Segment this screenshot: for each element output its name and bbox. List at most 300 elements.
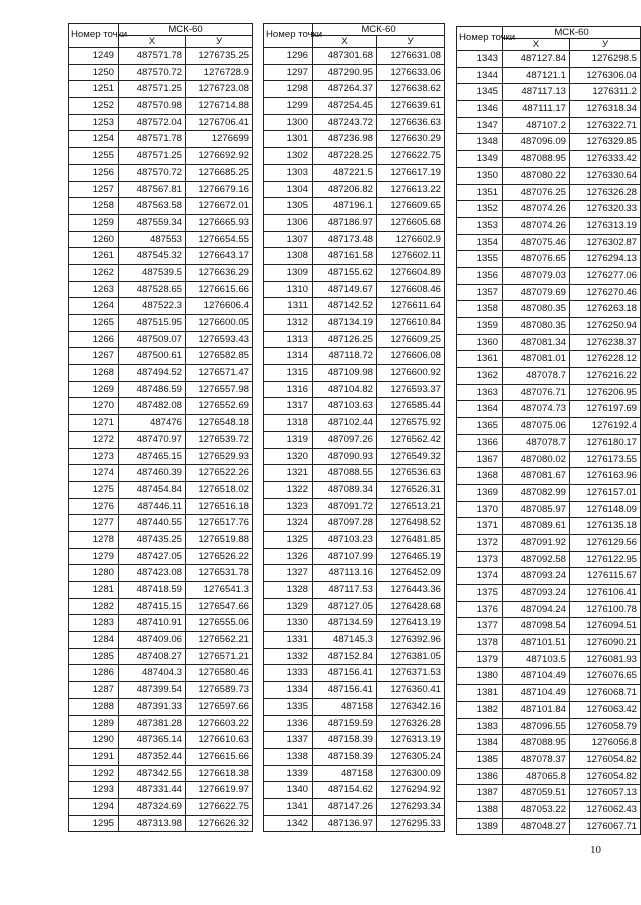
y-coordinate-cell: 1276606.08 — [377, 348, 445, 365]
y-coordinate-cell: 1276562.21 — [186, 632, 253, 649]
table-row — [69, 531, 253, 548]
table-row — [69, 648, 253, 665]
y-coordinate-cell: 1276322.71 — [570, 117, 641, 134]
y-coordinate-cell: 1276617.19 — [377, 164, 445, 181]
x-coordinate-cell: 487152.84 — [313, 648, 377, 665]
x-coordinate-cell: 487331.44 — [119, 782, 186, 799]
x-coordinate-cell: 487158 — [313, 765, 377, 782]
point-number-cell: 1306 — [264, 214, 313, 231]
x-coordinate-cell: 487243.72 — [313, 114, 377, 131]
table-row — [264, 715, 445, 732]
x-coordinate-cell: 487104.49 — [503, 685, 570, 702]
table-row — [69, 415, 253, 432]
point-number-cell: 1345 — [457, 84, 503, 101]
x-coordinate-cell: 487103.23 — [313, 531, 377, 548]
point-number-cell: 1327 — [264, 565, 313, 582]
x-coordinate-cell: 487173.48 — [313, 231, 377, 248]
table-row — [457, 401, 641, 418]
point-number-cell: 1353 — [457, 217, 503, 234]
y-coordinate-cell: 1276157.01 — [570, 484, 641, 501]
point-number-cell: 1373 — [457, 551, 503, 568]
x-coordinate-cell: 487494.52 — [119, 365, 186, 382]
table-row — [69, 565, 253, 582]
y-coordinate-cell: 1276326.28 — [570, 184, 641, 201]
point-number-cell: 1309 — [264, 264, 313, 281]
point-number-cell: 1377 — [457, 618, 503, 635]
point-number-cell: 1383 — [457, 718, 503, 735]
y-coordinate-cell: 1276067.71 — [570, 818, 641, 835]
x-coordinate-cell: 487440.55 — [119, 515, 186, 532]
x-coordinate-cell: 487080.02 — [503, 451, 570, 468]
x-coordinate-cell: 487091.72 — [313, 498, 377, 515]
x-coordinate-cell: 487572.04 — [119, 114, 186, 131]
point-number-cell: 1386 — [457, 768, 503, 785]
table-row — [264, 365, 445, 382]
y-coordinate-cell: 1276293.34 — [377, 798, 445, 815]
point-number-cell: 1318 — [264, 415, 313, 432]
table-row — [264, 64, 445, 81]
x-coordinate-cell: 487101.84 — [503, 701, 570, 718]
y-coordinate-cell: 1276058.79 — [570, 718, 641, 735]
x-coordinate-cell: 487221.5 — [313, 164, 377, 181]
point-number-cell: 1297 — [264, 64, 313, 81]
point-number-cell: 1355 — [457, 251, 503, 268]
point-number-cell: 1351 — [457, 184, 503, 201]
x-coordinate-cell: 487399.54 — [119, 682, 186, 699]
point-number-header: Номер точки — [264, 24, 313, 48]
x-coordinate-cell: 487161.58 — [313, 248, 377, 265]
x-coordinate-cell: 487156.41 — [313, 665, 377, 682]
y-coordinate-cell: 1276263.18 — [570, 301, 641, 318]
x-coordinate-cell: 487096.09 — [503, 134, 570, 151]
y-coordinate-cell: 1276250.94 — [570, 318, 641, 335]
table-row — [457, 618, 641, 635]
table-row — [264, 381, 445, 398]
point-number-cell: 1343 — [457, 51, 503, 68]
y-coordinate-cell: 1276575.92 — [377, 415, 445, 432]
x-coordinate-cell: 487121.1 — [503, 67, 570, 84]
y-coordinate-cell: 1276603.22 — [186, 715, 253, 732]
y-coordinate-cell: 1276330.64 — [570, 167, 641, 184]
x-coordinate-cell: 487236.98 — [313, 131, 377, 148]
point-number-cell: 1358 — [457, 301, 503, 318]
point-number-cell: 1286 — [69, 665, 119, 682]
point-number-cell: 1272 — [69, 431, 119, 448]
y-coordinate-cell: 1276294.92 — [377, 782, 445, 799]
x-coordinate-cell: 487567.81 — [119, 181, 186, 198]
y-coordinate-cell: 1276536.63 — [377, 465, 445, 482]
table-row — [69, 81, 253, 98]
table-row — [264, 81, 445, 98]
x-coordinate-cell: 487486.59 — [119, 381, 186, 398]
x-coordinate-cell: 487381.28 — [119, 715, 186, 732]
y-coordinate-cell: 1276610.63 — [186, 732, 253, 749]
x-coordinate-cell: 487435.25 — [119, 531, 186, 548]
x-coordinate-cell: 487096.55 — [503, 718, 570, 735]
point-number-cell: 1263 — [69, 281, 119, 298]
y-coordinate-cell: 1276465.19 — [377, 548, 445, 565]
x-header: X — [313, 36, 377, 48]
table-row — [457, 551, 641, 568]
table-row — [457, 668, 641, 685]
table-row — [264, 181, 445, 198]
x-coordinate-cell: 487074.26 — [503, 217, 570, 234]
point-number-cell: 1268 — [69, 365, 119, 382]
y-coordinate-cell: 1276541.3 — [186, 582, 253, 599]
y-coordinate-cell: 1276054.82 — [570, 768, 641, 785]
table-row — [457, 434, 641, 451]
x-coordinate-cell: 487563.58 — [119, 198, 186, 215]
point-number-cell: 1330 — [264, 615, 313, 632]
point-number-cell: 1384 — [457, 735, 503, 752]
table-row — [69, 682, 253, 699]
table-row — [69, 164, 253, 181]
point-number-cell: 1270 — [69, 398, 119, 415]
y-coordinate-cell: 1276593.37 — [377, 381, 445, 398]
x-coordinate-cell: 487155.62 — [313, 264, 377, 281]
table-row — [69, 782, 253, 799]
y-coordinate-cell: 1276619.97 — [186, 782, 253, 799]
x-coordinate-cell: 487127.05 — [313, 598, 377, 615]
x-coordinate-cell: 487465.15 — [119, 448, 186, 465]
x-coordinate-cell: 487074.26 — [503, 201, 570, 218]
y-coordinate-cell: 1276516.18 — [186, 498, 253, 515]
point-number-cell: 1339 — [264, 765, 313, 782]
table-row — [457, 635, 641, 652]
table-row — [69, 715, 253, 732]
point-number-cell: 1276 — [69, 498, 119, 515]
table-row — [457, 167, 641, 184]
point-number-cell: 1371 — [457, 518, 503, 535]
point-number-cell: 1368 — [457, 468, 503, 485]
x-coordinate-cell: 487065.8 — [503, 768, 570, 785]
x-coordinate-cell: 487134.59 — [313, 615, 377, 632]
x-coordinate-cell: 487570.72 — [119, 164, 186, 181]
x-coordinate-cell: 487159.59 — [313, 715, 377, 732]
table-row — [457, 801, 641, 818]
x-coordinate-cell: 487117.53 — [313, 582, 377, 599]
table-row — [264, 598, 445, 615]
y-coordinate-cell: 1276294.13 — [570, 251, 641, 268]
x-coordinate-cell: 487301.68 — [313, 48, 377, 65]
point-number-cell: 1346 — [457, 101, 503, 118]
y-coordinate-cell: 1276206.95 — [570, 384, 641, 401]
point-number-cell: 1385 — [457, 751, 503, 768]
table-row — [457, 67, 641, 84]
x-coordinate-cell: 487570.72 — [119, 64, 186, 81]
y-coordinate-cell: 1276498.52 — [377, 515, 445, 532]
table-row — [264, 498, 445, 515]
point-number-cell: 1374 — [457, 568, 503, 585]
table-row — [264, 164, 445, 181]
table-row — [264, 481, 445, 498]
point-number-cell: 1354 — [457, 234, 503, 251]
point-number-cell: 1252 — [69, 98, 119, 115]
point-number-cell: 1324 — [264, 515, 313, 532]
point-number-cell: 1350 — [457, 167, 503, 184]
x-coordinate-cell: 487111.17 — [503, 101, 570, 118]
table-row — [457, 318, 641, 335]
x-coordinate-cell: 487107.99 — [313, 548, 377, 565]
point-number-cell: 1288 — [69, 698, 119, 715]
x-coordinate-cell: 487097.28 — [313, 515, 377, 532]
x-header: X — [119, 36, 186, 48]
y-coordinate-cell: 1276076.65 — [570, 668, 641, 685]
point-number-cell: 1337 — [264, 732, 313, 749]
table-row — [264, 431, 445, 448]
x-coordinate-cell: 487571.25 — [119, 148, 186, 165]
point-number-cell: 1304 — [264, 181, 313, 198]
point-number-cell: 1251 — [69, 81, 119, 98]
table-row — [457, 117, 641, 134]
point-number-cell: 1335 — [264, 698, 313, 715]
x-coordinate-cell: 487103.5 — [503, 651, 570, 668]
table-row — [457, 534, 641, 551]
table-row — [69, 398, 253, 415]
table-row — [69, 181, 253, 198]
table-row — [457, 751, 641, 768]
x-coordinate-cell: 487404.3 — [119, 665, 186, 682]
point-number-cell: 1338 — [264, 748, 313, 765]
table-row — [457, 601, 641, 618]
y-coordinate-cell: 1276685.25 — [186, 164, 253, 181]
point-number-cell: 1278 — [69, 531, 119, 548]
x-coordinate-cell: 487113.16 — [313, 565, 377, 582]
y-coordinate-cell: 1276622.75 — [377, 148, 445, 165]
table-row — [69, 264, 253, 281]
point-number-cell: 1313 — [264, 331, 313, 348]
y-coordinate-cell: 1276106.41 — [570, 585, 641, 602]
table-row — [69, 315, 253, 332]
point-number-cell: 1310 — [264, 281, 313, 298]
point-number-cell: 1264 — [69, 298, 119, 315]
x-coordinate-cell: 487076.65 — [503, 251, 570, 268]
x-coordinate-cell: 487470.97 — [119, 431, 186, 448]
point-number-cell: 1336 — [264, 715, 313, 732]
table-row — [69, 732, 253, 749]
point-number-cell: 1372 — [457, 534, 503, 551]
point-number-cell: 1315 — [264, 365, 313, 382]
table-row — [264, 565, 445, 582]
table-row — [264, 582, 445, 599]
table-row — [264, 48, 445, 65]
y-coordinate-cell: 1276692.92 — [186, 148, 253, 165]
x-coordinate-cell: 487482.08 — [119, 398, 186, 415]
y-coordinate-cell: 1276582.85 — [186, 348, 253, 365]
x-coordinate-cell: 487365.14 — [119, 732, 186, 749]
y-coordinate-cell: 1276706.41 — [186, 114, 253, 131]
table-row — [457, 368, 641, 385]
x-coordinate-cell: 487158.39 — [313, 748, 377, 765]
point-number-cell: 1262 — [69, 264, 119, 281]
table-row — [264, 448, 445, 465]
y-coordinate-cell: 1276639.61 — [377, 98, 445, 115]
y-coordinate-cell: 1276381.05 — [377, 648, 445, 665]
y-coordinate-cell: 1276593.43 — [186, 331, 253, 348]
x-coordinate-cell: 487085.97 — [503, 501, 570, 518]
x-coordinate-cell: 487091.92 — [503, 534, 570, 551]
point-number-cell: 1321 — [264, 465, 313, 482]
x-coordinate-cell: 487075.06 — [503, 418, 570, 435]
y-coordinate-cell: 1276608.46 — [377, 281, 445, 298]
x-coordinate-cell: 487410.91 — [119, 615, 186, 632]
point-number-cell: 1301 — [264, 131, 313, 148]
table-row — [457, 184, 641, 201]
point-number-cell: 1388 — [457, 801, 503, 818]
y-coordinate-cell: 1276557.98 — [186, 381, 253, 398]
y-coordinate-cell: 1276606.4 — [186, 298, 253, 315]
x-coordinate-cell: 487080.35 — [503, 301, 570, 318]
x-coordinate-cell: 487196.1 — [313, 198, 377, 215]
coordinate-system-header: МСК-60 — [503, 27, 641, 39]
x-coordinate-cell: 487088.95 — [503, 735, 570, 752]
x-coordinate-cell: 487313.98 — [119, 815, 186, 832]
y-coordinate-cell: 1276571.47 — [186, 365, 253, 382]
table-row — [264, 131, 445, 148]
x-coordinate-cell: 487545.32 — [119, 248, 186, 265]
y-coordinate-cell: 1276611.64 — [377, 298, 445, 315]
x-coordinate-cell: 487079.03 — [503, 267, 570, 284]
y-coordinate-cell: 1276665.93 — [186, 214, 253, 231]
y-coordinate-cell: 1276531.78 — [186, 565, 253, 582]
point-number-cell: 1312 — [264, 315, 313, 332]
y-coordinate-cell: 1276636.63 — [377, 114, 445, 131]
y-coordinate-cell: 1276094.51 — [570, 618, 641, 635]
x-coordinate-cell: 487088.95 — [503, 151, 570, 168]
y-coordinate-cell: 1276600.05 — [186, 315, 253, 332]
table-row — [264, 264, 445, 281]
y-coordinate-cell: 1276311.2 — [570, 84, 641, 101]
table-row — [264, 765, 445, 782]
x-coordinate-cell: 487104.49 — [503, 668, 570, 685]
x-coordinate-cell: 487103.63 — [313, 398, 377, 415]
x-coordinate-cell: 487053.22 — [503, 801, 570, 818]
point-number-cell: 1253 — [69, 114, 119, 131]
table-row — [264, 348, 445, 365]
table-row — [457, 101, 641, 118]
x-coordinate-cell: 487342.55 — [119, 765, 186, 782]
point-number-cell: 1275 — [69, 481, 119, 498]
x-coordinate-cell: 487206.82 — [313, 181, 377, 198]
y-coordinate-cell: 1276392.96 — [377, 632, 445, 649]
point-number-cell: 1367 — [457, 451, 503, 468]
point-number-cell: 1352 — [457, 201, 503, 218]
y-coordinate-cell: 1276549.32 — [377, 448, 445, 465]
x-coordinate-cell: 487076.71 — [503, 384, 570, 401]
x-coordinate-cell: 487147.26 — [313, 798, 377, 815]
table-row — [457, 284, 641, 301]
x-coordinate-cell: 487352.44 — [119, 748, 186, 765]
table-row — [264, 648, 445, 665]
point-number-cell: 1257 — [69, 181, 119, 198]
point-number-cell: 1258 — [69, 198, 119, 215]
y-coordinate-cell: 1276589.73 — [186, 682, 253, 699]
point-number-cell: 1387 — [457, 785, 503, 802]
x-coordinate-cell: 487078.7 — [503, 434, 570, 451]
x-coordinate-cell: 487080.22 — [503, 167, 570, 184]
point-number-cell: 1291 — [69, 748, 119, 765]
x-coordinate-cell: 487094.24 — [503, 601, 570, 618]
y-coordinate-cell: 1276571.21 — [186, 648, 253, 665]
x-coordinate-cell: 487571.78 — [119, 48, 186, 65]
y-coordinate-cell: 1276610.84 — [377, 315, 445, 332]
point-number-cell: 1256 — [69, 164, 119, 181]
x-coordinate-cell: 487158.39 — [313, 732, 377, 749]
point-number-cell: 1267 — [69, 348, 119, 365]
y-coordinate-cell: 1276305.24 — [377, 748, 445, 765]
table-row — [457, 251, 641, 268]
point-number-cell: 1364 — [457, 401, 503, 418]
x-coordinate-cell: 487088.55 — [313, 465, 377, 482]
table-row — [69, 248, 253, 265]
y-coordinate-cell: 1276300.09 — [377, 765, 445, 782]
table-row — [69, 214, 253, 231]
point-number-cell: 1281 — [69, 582, 119, 599]
table-row — [69, 582, 253, 599]
point-number-cell: 1311 — [264, 298, 313, 315]
point-number-cell: 1344 — [457, 67, 503, 84]
point-number-cell: 1360 — [457, 334, 503, 351]
y-coordinate-cell: 1276562.42 — [377, 431, 445, 448]
point-number-cell: 1295 — [69, 815, 119, 832]
y-coordinate-cell: 1276115.67 — [570, 568, 641, 585]
x-coordinate-cell: 487076.25 — [503, 184, 570, 201]
y-coordinate-cell: 1276602.9 — [377, 231, 445, 248]
x-coordinate-cell: 487090.93 — [313, 448, 377, 465]
y-coordinate-cell: 1276555.06 — [186, 615, 253, 632]
y-coordinate-cell: 1276313.19 — [570, 217, 641, 234]
point-number-cell: 1320 — [264, 448, 313, 465]
x-coordinate-cell: 487109.98 — [313, 365, 377, 382]
table-row — [457, 785, 641, 802]
x-coordinate-cell: 487097.26 — [313, 431, 377, 448]
y-coordinate-cell: 1276519.88 — [186, 531, 253, 548]
x-coordinate-cell: 487127.84 — [503, 51, 570, 68]
table-row — [457, 685, 641, 702]
x-coordinate-cell: 487539.5 — [119, 264, 186, 281]
point-number-cell: 1302 — [264, 148, 313, 165]
table-row — [69, 231, 253, 248]
x-header: X — [503, 39, 570, 51]
point-number-cell: 1365 — [457, 418, 503, 435]
x-coordinate-cell: 487093.24 — [503, 568, 570, 585]
table-row — [69, 465, 253, 482]
y-coordinate-cell: 1276615.66 — [186, 281, 253, 298]
x-coordinate-cell: 487075.46 — [503, 234, 570, 251]
y-coordinate-cell: 1276548.18 — [186, 415, 253, 432]
x-coordinate-cell: 487553 — [119, 231, 186, 248]
table-row — [264, 98, 445, 115]
table-row — [264, 214, 445, 231]
y-coordinate-cell: 1276609.25 — [377, 331, 445, 348]
point-number-cell: 1342 — [264, 815, 313, 832]
point-number-cell: 1349 — [457, 151, 503, 168]
y-coordinate-cell: 1276371.53 — [377, 665, 445, 682]
x-coordinate-cell: 487089.61 — [503, 518, 570, 535]
point-number-cell: 1328 — [264, 582, 313, 599]
table-row — [264, 148, 445, 165]
point-number-cell: 1362 — [457, 368, 503, 385]
y-coordinate-cell: 1276638.62 — [377, 81, 445, 98]
table-row — [457, 585, 641, 602]
point-number-cell: 1303 — [264, 164, 313, 181]
y-coordinate-cell: 1276063.42 — [570, 701, 641, 718]
x-coordinate-cell: 487142.52 — [313, 298, 377, 315]
y-coordinate-cell: 1276056.8 — [570, 735, 641, 752]
point-number-cell: 1319 — [264, 431, 313, 448]
x-coordinate-cell: 487156.41 — [313, 682, 377, 699]
x-coordinate-cell: 487460.39 — [119, 465, 186, 482]
